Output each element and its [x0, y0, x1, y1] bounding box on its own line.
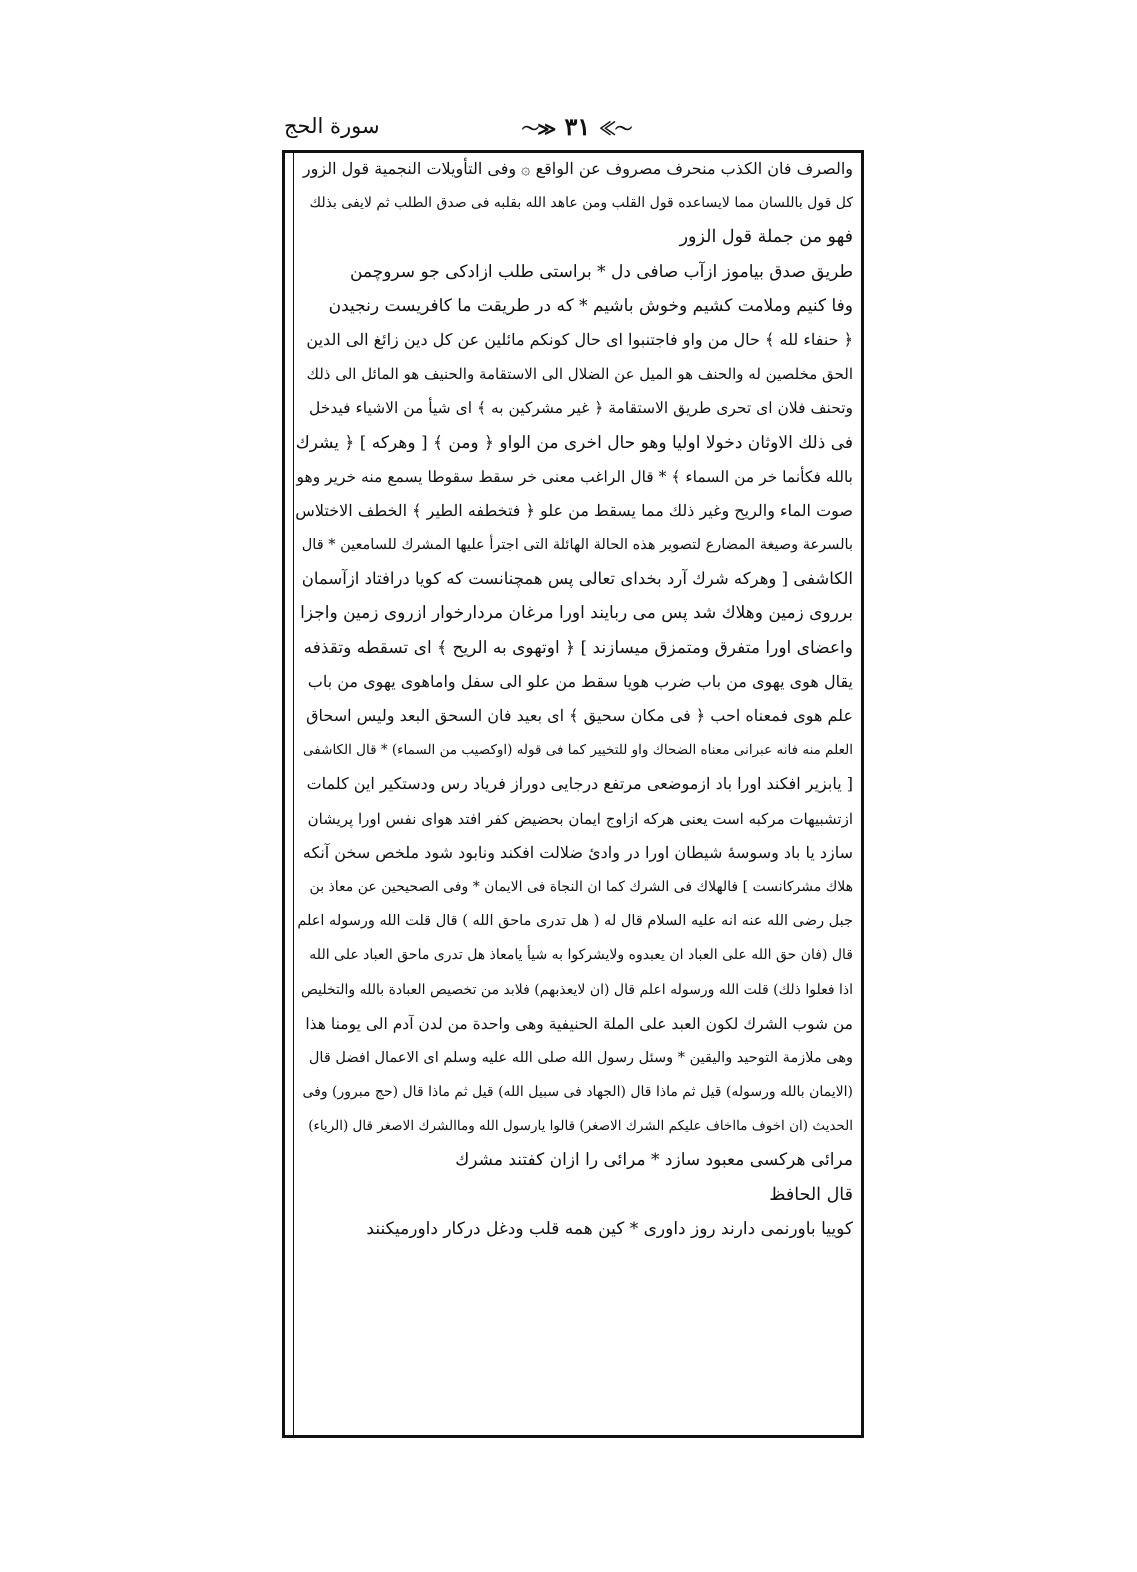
verse-line: وفا كنيم وملامت كشيم وخوش باشيم * كه در طريقت ما كافريست رنجيدن	[328, 295, 853, 316]
text-line: من شوب الشرك لكون العبد على الملة الحنيفية وهى واحدة من لدن آدم الى يومنا هذا	[305, 1014, 853, 1033]
text-line: الحديث (ان اخوف مااخاف عليكم الشرك الاصغر) قالوا يارسول الله وماالشرك الاصغر قال (الرياء)	[308, 1118, 853, 1135]
ornament-left: ≪〜	[521, 119, 557, 140]
text-line: هلاك مشركانست ] فالهلاك فى الشرك كما ان النجاة فى الايمان * وفى الصحيحين عن معاذ بن	[309, 878, 853, 895]
text-line: جبل رضى الله عنه انه عليه السلام قال له ( هل تدرى ماحق الله ) قال قلت الله ورسوله اعلم	[297, 913, 853, 930]
text-body	[293, 152, 853, 1246]
verse-line: طريق صدق بياموز ازآب صافى دل * براستى طلب ازادكى جو سروچمن	[349, 261, 853, 282]
text-line: برروى زمين وهلاك شد پس مى ربايند اورا مرغان مردارخوار ازروى زمين واجزا	[300, 603, 853, 624]
page-header	[282, 112, 870, 148]
text-line: ازتشبيهات مركبه است يعنى هركه ازاوج ايمان بحضيض كفر افتد هواى نفس اورا پريشان	[307, 809, 853, 828]
text-line: كل قول باللسان مما لايساعده قول القلب ومن عاهد الله بقلبه فى صدق الطلب ثم لايفى بذلك	[309, 195, 853, 212]
text-line: وهى ملازمة التوحيد واليقين * وسئل رسول الله صلى الله عليه وسلم اى الاعمال افضل قال	[308, 1049, 853, 1066]
text-line: يقال هوى يهوى من باب ضرب هويا سقط من علو الى سفل واماهوى يهوى من باب	[307, 671, 853, 691]
text-line: واعضاى اورا متفرق ومتمزق ميسازند ] ﴿ اوتهوى به الريح ﴾ اى تسقطه وتقذفه	[303, 637, 853, 658]
text-line: الحق مخلصين له والحنف هو الميل عن الضلال الى الاستقامة والحنيف هو المائل الى ذلك	[306, 365, 853, 384]
page-number-text: ٣١	[564, 112, 591, 141]
text-line: العلم منه فانه عبرانى معناه الضحاك واو للتخيير كما فى قوله (اوكصيب من السماء) * قال الكاشفى	[303, 742, 853, 759]
verse-line: مرائى هركسى معبود سازد * مرائى را ازان كفتند مشرك	[455, 1150, 853, 1171]
text-line: [ يابزير افكند اورا باد ازموضعى مرتفع درجايى دوراز فرياد رس ودستكير اين كلمات	[306, 774, 853, 794]
text-line: صوت الماء والريح وغير ذلك مما يسقط من علو ﴿ فتخطفه الطير ﴾ الخطف الاختلاس	[295, 500, 853, 520]
text-line: سازد يا باد وسوسهٔ شيطان اورا در وادئ ضلالت افكند ونابود شود ملخص سخن آنكه	[302, 842, 853, 862]
ornament-right: 〜≫	[598, 119, 631, 140]
text-line: فهو من جملة قول الزور	[679, 227, 853, 248]
text-line: بالله فكأنما خر من السماء ﴾ * قال الراغب معنى خر سقط سقوطا يسمع منه خرير وهو	[296, 467, 853, 486]
text-line: فى ذلك الاوثان دخولا اوليا وهو حال اخرى من الواو ﴿ ومن ﴾ [ وهركه ] ﴿ يشرك	[295, 432, 853, 453]
text-line: (الايمان بالله ورسوله) قيل ثم ماذا قال (الجهاد فى سبيل الله) قيل ثم ماذا قال (حج مبرور) وفى	[302, 1084, 853, 1101]
text-line: علم هوى فمعناه احب ﴿ فى مكان سحيق ﴾ اى بعيد فان السحق البعد وليس اسحاق	[306, 706, 853, 725]
text-line: قال الحافظ	[769, 1184, 853, 1205]
text-line: بالسرعة وصيغة المضارع لتصوير هذه الحالة الهائلة التى اجترأ عليها المشرك للسامعين * قال	[301, 537, 853, 554]
surah-title: سورة الحج	[284, 114, 380, 138]
text-line: الكاشفى [ وهركه شرك آرد بخداى تعالى پس همچنانست كه كويا درافتاد ازآسمان	[301, 569, 853, 589]
text-line: ﴿ حنفاء لله ﴾ حال من واو فاجتنبوا اى حال كونكم مائلين عن كل دين زائغ الى الدين	[306, 329, 853, 349]
text-line: قال (فان حق الله على العباد ان يعبدوه ولايشركوا به شيأ يامعاذ هل تدرى ماحق العباد على الله	[309, 947, 853, 964]
text-line: والصرف فان الكذب منحرف مصروف عن الواقع ۞ وفى التأويلات النجمية قول الزور	[302, 159, 853, 178]
text-line: وتحنف فلان اى تحرى طريق الاستقامة ﴿ غير مشركين به ﴾ اى شيأ من الاشياء فيدخل	[309, 399, 853, 418]
verse-line: كوييا باورنمى دارند روز داورى * كين همه قلب ودغل دركار داورميكنند	[366, 1218, 853, 1239]
text-line: اذا فعلوا ذلك) قلت الله ورسوله اعلم قال (ان لايعذبهم) فلابد من تخصيص العبادة بالله والتخليص	[300, 981, 853, 998]
